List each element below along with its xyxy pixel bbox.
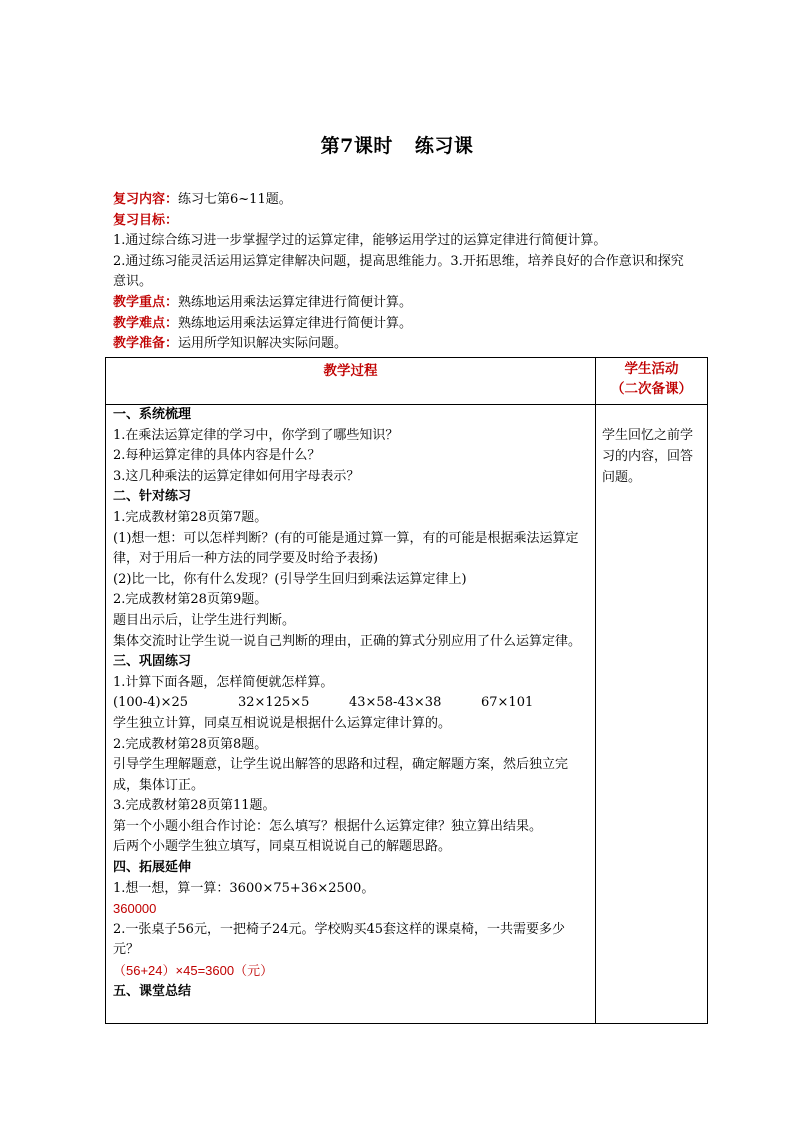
table-body-row bbox=[106, 405, 708, 1024]
answer: 360000 bbox=[113, 901, 157, 917]
expression: 43×58-43×38 bbox=[349, 695, 442, 711]
list-item: 2.完成教材第28页第8题。 bbox=[113, 736, 268, 752]
lesson-number: 第7课时 bbox=[320, 135, 393, 157]
lesson-table bbox=[105, 357, 708, 1024]
review-goal-item: 1.通过综合练习进一步掌握学过的运算定律，能够运用学过的运算定律进行简便计算。 bbox=[113, 233, 607, 249]
list-item: 1.计算下面各题，怎样简便就怎样算。 bbox=[113, 674, 334, 690]
table-header-row bbox=[106, 358, 708, 405]
list-item: 后两个小题学生独立填写，同桌互相说说自己的解题思路。 bbox=[113, 839, 452, 855]
list-item: 1.在乘法运算定律的学习中，你学到了哪些知识？ bbox=[113, 427, 399, 443]
expression: 67×101 bbox=[481, 695, 534, 711]
section-title: 五、课堂总结 bbox=[113, 983, 192, 999]
section-title: 三、巩固练习 bbox=[113, 654, 192, 670]
answer: （56+24）×45=3600（元） bbox=[113, 963, 274, 979]
list-item: 引导学生理解题意，让学生说出解答的思路和过程，确定解题方案，然后独立完成，集体订正。 bbox=[113, 757, 569, 793]
key-point: 教学重点：熟练地运用乘法运算定律进行简便计算。 bbox=[113, 294, 413, 310]
section-title: 二、针对练习 bbox=[113, 489, 192, 505]
preparation: 教学准备：运用所学知识解决实际问题。 bbox=[113, 336, 348, 352]
list-item: 学生独立计算，同桌互相说说是根据什么运算定律计算的。 bbox=[113, 715, 452, 731]
lesson-intro bbox=[113, 190, 688, 355]
review-goal-label: 复习目标： bbox=[113, 212, 179, 228]
list-item: 1.完成教材第28页第7题。 bbox=[113, 509, 268, 525]
list-item: (1)想一想：可以怎样判断？(有的可能是通过算一算，有的可能是根据乘法运算定律，对于用后一种方法的同学要及时给予表扬) bbox=[113, 530, 579, 567]
header-activity: 学生活动 （二次备课） bbox=[596, 358, 708, 405]
list-item: 3.完成教材第28页第11题。 bbox=[113, 798, 276, 814]
list-item: 2.完成教材第28页第9题。 bbox=[113, 592, 268, 608]
list-item: 2.一张桌子56元，一把椅子24元。学校购买45套这样的课桌椅，一共需要多少元？ bbox=[113, 921, 566, 958]
list-item: 2.每种运算定律的具体内容是什么？ bbox=[113, 448, 321, 464]
process-cell bbox=[106, 405, 596, 1024]
review-goal-item: 2.通过练习能灵活运用运算定律解决问题，提高思维能力。3.开拓思维，培养良好的合作意识和探究意识。 bbox=[113, 253, 684, 290]
page-title bbox=[0, 131, 794, 158]
header-process: 教学过程 bbox=[106, 358, 596, 405]
list-item: (2)比一比，你有什么发现？(引导学生回归到乘法运算定律上) bbox=[113, 571, 467, 587]
list-item: 题目出示后，让学生进行判断。 bbox=[113, 612, 296, 628]
expression: 32×125×5 bbox=[238, 695, 310, 711]
section-title: 一、系统梳理 bbox=[113, 407, 192, 422]
review-content: 复习内容：练习七第6~11题。 bbox=[113, 192, 292, 207]
difficulty: 教学难点：熟练地运用乘法运算定律进行简便计算。 bbox=[113, 315, 413, 331]
list-item: 第一个小题小组合作讨论：怎么填写？根据什么运算定律？独立算出结果。 bbox=[113, 818, 543, 834]
list-item: 集体交流时让学生说一说自己判断的理由，正确的算式分别应用了什么运算定律。 bbox=[113, 633, 582, 649]
list-item: 3.这几种乘法的运算定律如何用字母表示？ bbox=[113, 468, 360, 484]
section-title: 四、拓展延伸 bbox=[113, 860, 192, 876]
list-item: 1.想一想，算一算：3600×75+36×2500。 bbox=[113, 880, 375, 896]
expression-row bbox=[113, 693, 591, 714]
student-activity-cell: 学生回忆之前学习的内容，回答问题。 bbox=[596, 405, 708, 1024]
lesson-type: 练习课 bbox=[414, 135, 474, 157]
expression: (100-4)×25 bbox=[113, 695, 189, 711]
